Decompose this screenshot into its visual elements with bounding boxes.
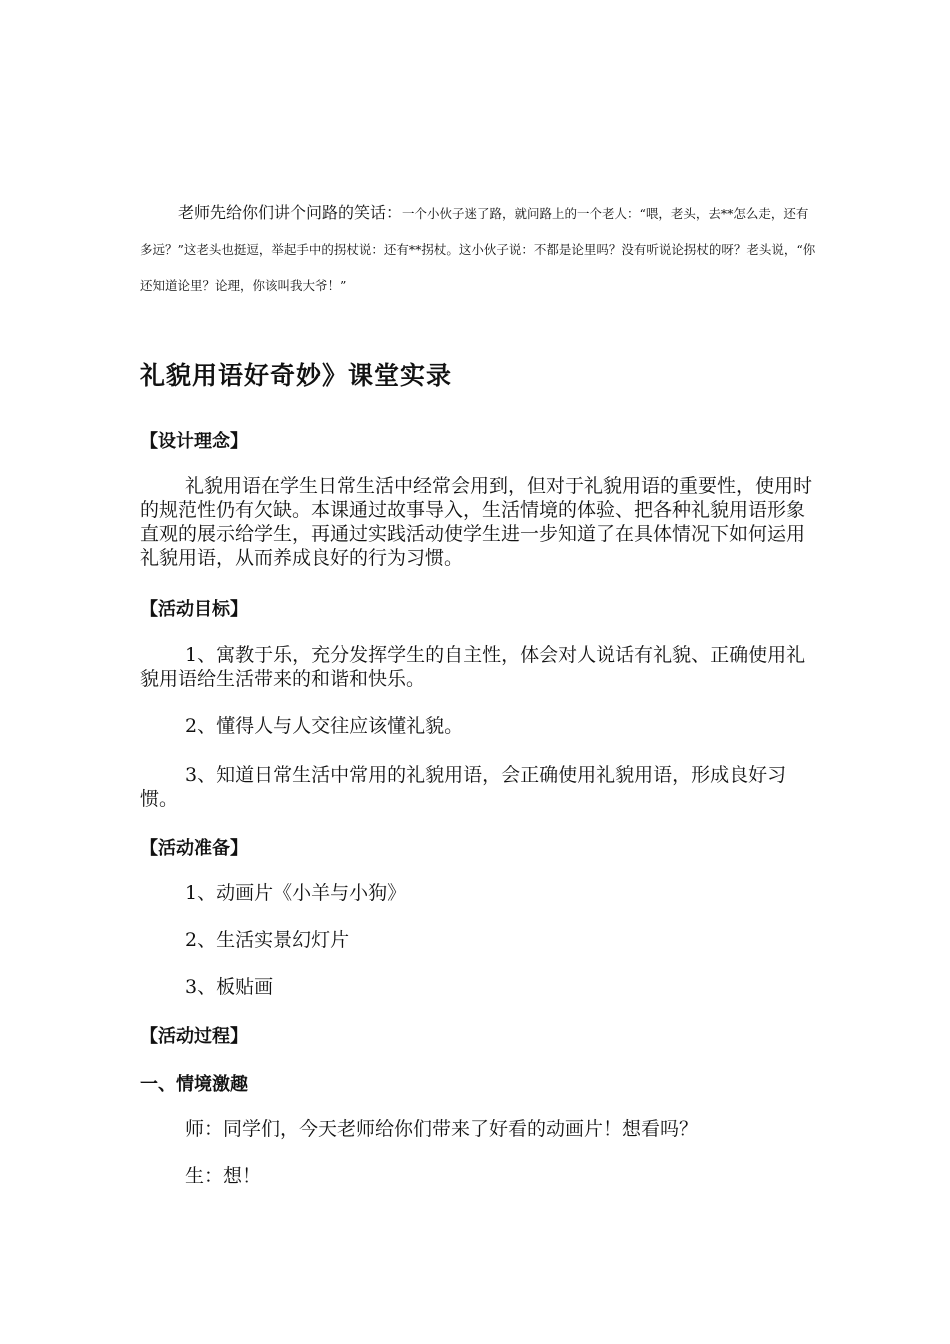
intro-paragraph [140,195,820,304]
design-heading: 【设计理念】 [140,431,248,452]
prep-item-3: 3、板贴画 [185,976,274,998]
prep-item-2: 2、生活实景幻灯片 [185,929,350,951]
dialogue-student: 生：想！ [185,1165,262,1187]
dialogue-teacher: 师：同学们，今天老师给你们带来了好看的动画片！想看吗？ [185,1118,699,1140]
process-heading: 【活动过程】 [140,1026,248,1047]
goal-item-3: 3、知道日常生活中常用的礼貌用语，会正确使用礼貌用语，形成良好习惯。 [140,764,787,810]
section-heading-1: 一、情境激趣 [140,1074,248,1095]
intro-lead: 老师先给你们讲个问路的笑话： [178,203,403,222]
intro-joke [140,195,820,304]
design-paragraph: 礼貌用语在学生日常生活中经常会用到，但对于礼貌用语的重要性，使用时的规范性仍有欠缺。本课通过故事导入，生活情境的体验、把各种礼貌用语形象直观的展示给学生，再通过实践活动使学生进一步知道了在具体情况下如何运用礼貌用语，从而养成良好的行为习惯。 [140,475,813,569]
goal-item-2: 2、懂得人与人交往应该懂礼貌。 [185,715,464,737]
goal-item-1: 1、寓教于乐，充分发挥学生的自主性，体会对人说话有礼貌、正确使用礼貌用语给生活带来的和谐和快乐。 [140,644,806,690]
prep-heading: 【活动准备】 [140,838,248,859]
prep-item-1: 1、动画片《小羊与小狗》 [185,882,407,904]
page-title: 礼貌用语好奇妙》课堂实录 [140,361,453,390]
goals-heading: 【活动目标】 [140,599,248,620]
intro-body: 一个小伙子迷了路，就问路上的一个老人：“喂，老头，去**怎么走，还有多远？”这老头也挺逗，举起手中的拐杖说：还有**拐杖。这小伙子说：不都是论里吗？没有听说论拐杖的呀？老头说，“你还知道论里？论理，你该叫我大爷！” [140,206,816,293]
